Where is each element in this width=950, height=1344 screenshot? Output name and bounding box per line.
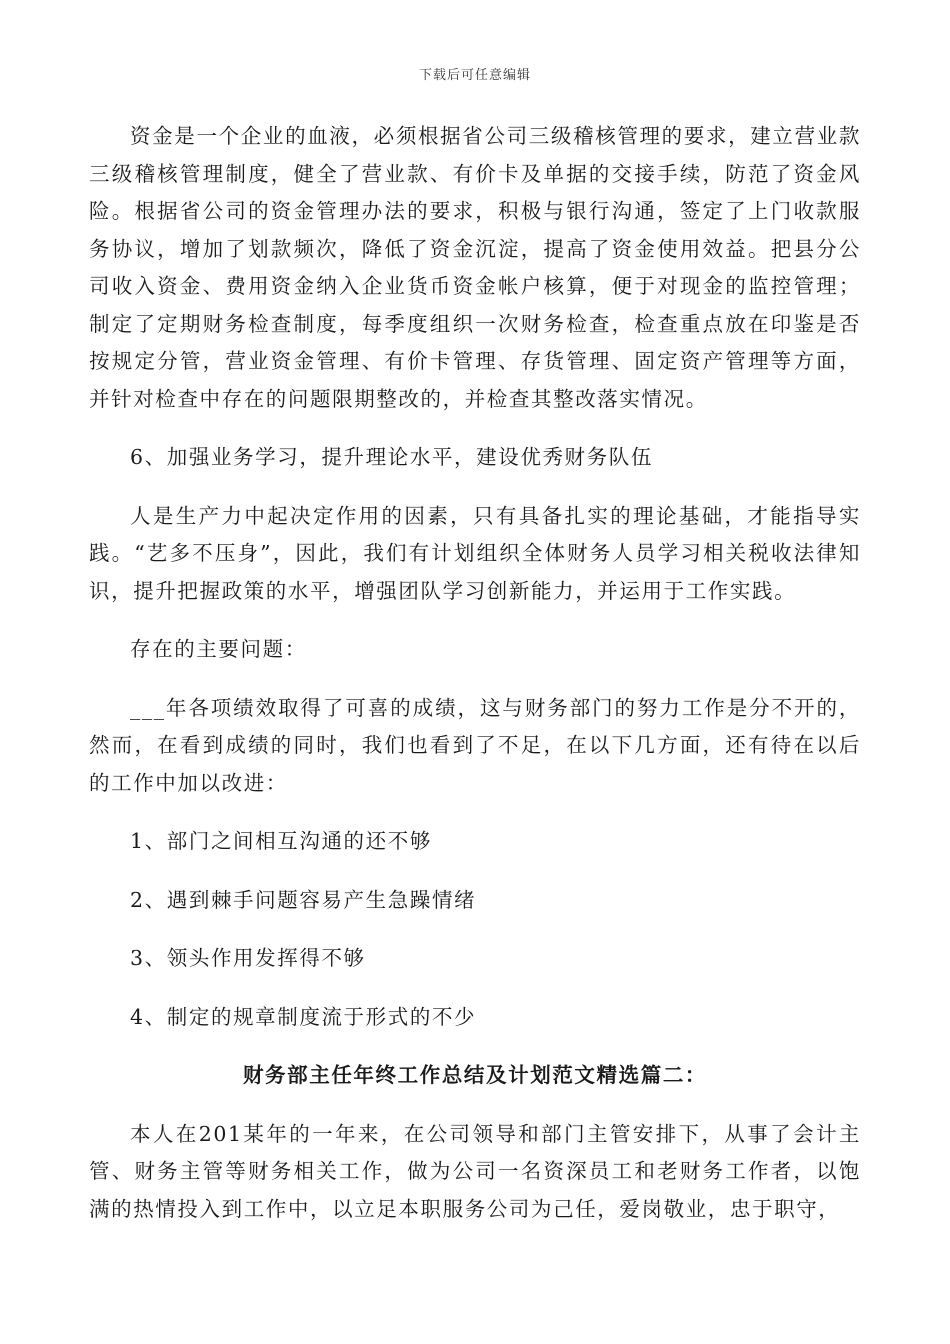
paragraph-main-problems-label: 存在的主要问题： xyxy=(130,637,307,661)
paragraph-funds-management: 资金是一个企业的血液，必须根据省公司三级稽核管理的要求，建立营业款三级稽核管理制度，健全了营业款、有价卡及单据的交接手续，防范了资金风险。根据省公司的资金管理办法的要求，积极与银行沟通，签定了上门收款服务协议，增加了划款频次，降低了资金沉淀，提高了资金使用效益。把县分公司收入资金、费用资金纳入企业货币资金帐户核算，便于对现金的监控管理；制定了定期财务检查制度，每季度组织一次财务检查，检查重点放在印鉴是否按规定分管，营业资金管理、有价卡管理、存货管理、固定资产管理等方面，并针对检查中存在的问题限期整改的，并检查其整改落实情况。 xyxy=(89,124,861,411)
paragraph-closing: 本人在201某年的一年来，在公司领导和部门主管安排下，从事了会计主管、财务主管等财务相关工作，做为公司一名资深员工和老财务工作者，以饱满的热情投入到工作中，以立足本职服务公司为己任，爱岗敬业，忠于职守， xyxy=(89,1121,861,1221)
page-header: 下载后可任意编辑 xyxy=(418,68,531,83)
problem-list-item-1: 1、部门之间相互沟通的还不够 xyxy=(130,829,432,853)
problem-list-item-4: 4、制定的规章制度流于形式的不少 xyxy=(130,1004,477,1029)
document-body xyxy=(89,118,861,1228)
paragraph-team-learning: 人是生产力中起决定作用的因素，只有具备扎实的理论基础，才能指导实践。“艺多不压身”，因此，我们有计划组织全体财务人员学习相关税收法律知识，提升把握政策的水平，增强团队学习创新能力，并运用于工作实践。 xyxy=(89,503,861,603)
paragraph-item-6-heading: 6、加强业务学习，提升理论水平，建设优秀财务队伍 xyxy=(130,445,653,469)
problem-list-item-2: 2、遇到棘手问题容易产生急躁情绪 xyxy=(130,887,477,912)
paragraph-achievements: ___年各项绩效取得了可喜的成绩，这与财务部门的努力工作是分不开的，然而，在看到成绩的同时，我们也看到了不足，在以下几方面，还有待在以后的工作中加以改进： xyxy=(89,695,861,795)
section-heading: 财务部主任年终工作总结及计划范文精选篇二： xyxy=(242,1063,708,1087)
problem-list-item-3: 3、领头作用发挥得不够 xyxy=(130,946,366,970)
